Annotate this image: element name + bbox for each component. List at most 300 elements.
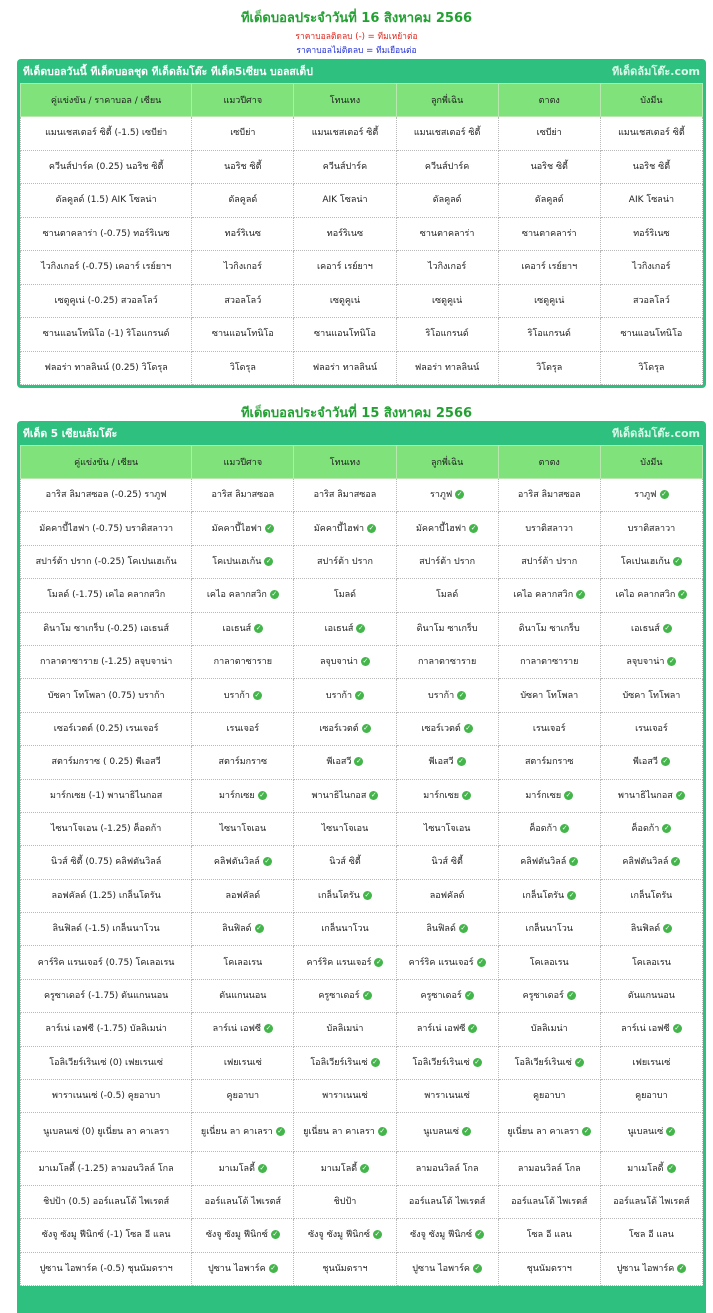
match-cell: อาริส ลิมาสซอล (-0.25) ราภูฟ (21, 479, 192, 512)
pick-label: เคไอ คลากสวิก (513, 590, 574, 601)
check-icon: ✓ (356, 690, 363, 699)
match-cell: สปาร์ต้า ปราก (-0.25) โคเปนเฮเก้น (21, 545, 192, 578)
pick-label: โคเปนเฮเก้น (620, 556, 670, 567)
pick-label: ปูซาน ไอพาร์ค (207, 1263, 266, 1274)
check-icon: ✓ (264, 857, 271, 866)
pick-cell (600, 284, 702, 318)
table-row (21, 712, 703, 745)
pick-cell (498, 579, 600, 612)
pick-cell (294, 746, 396, 779)
table-row (21, 579, 703, 612)
pick-label: คลิฟตันวิลล์ (520, 857, 567, 868)
pick-cell (498, 846, 600, 879)
pick-label: ปูซาน ไอพาร์ค (412, 1263, 470, 1274)
table-row (21, 779, 703, 812)
pick-label: คูยอาบา (532, 1091, 566, 1102)
brand-logo[interactable]: ทีเด็ดล้มโต๊ะ.com (612, 65, 700, 78)
pick-label: สปาร์ต้า ปราก (419, 556, 476, 567)
pick-label: ดินาโม ซาเกร็บ (518, 623, 580, 634)
pick-label: ทอร์ริเนซ (326, 228, 364, 239)
pick-label: สปาร์ต้า ปราก (317, 556, 373, 567)
check-icon: ✓ (474, 1263, 481, 1272)
check-icon: ✓ (374, 1230, 381, 1239)
day1-title: ทีเด็ดบอลประจำวันที่ 16 สิงหาคม 2566 (240, 11, 473, 26)
pick-label: นอริช ซิตี้ (530, 161, 568, 172)
pick-label: ซานแอนโทนิโอ (211, 329, 274, 340)
pick-cell (396, 1252, 498, 1285)
pick-cell (498, 512, 600, 545)
panel-header (20, 421, 703, 445)
match-cell: บัซคา โทโพลา (0.75) บราก้า (21, 679, 192, 712)
pick-cell (192, 217, 294, 251)
pick-cell (498, 612, 600, 645)
pick-label: ริโอแกรนด์ (425, 329, 469, 340)
pick-label: ลินฟิลด์ (630, 924, 661, 935)
pick-label: AIK โซลน่า (322, 195, 368, 206)
pick-cell (192, 351, 294, 385)
pick-label: โซล อี แลน (526, 1230, 572, 1241)
check-icon: ✓ (265, 1024, 272, 1033)
pick-label: มัคคาบี้ไฮฟา (416, 523, 467, 534)
match-cell: มัคคาบี้ไฮฟา (-0.75) บราติสลาวา (21, 512, 192, 545)
pick-label: ซังจู ซังมู ฟีนิกซ์ (205, 1230, 268, 1241)
pick-cell (498, 779, 600, 812)
pick-label: ซานตาคลาร่า (419, 228, 475, 239)
pick-label: โคเลอเรน (223, 957, 263, 968)
pick-label: โมลด์ (436, 590, 459, 601)
pick-label: เกล็นโตรัน (522, 890, 565, 901)
check-icon: ✓ (372, 1057, 379, 1066)
pick-label: ซานแอนโทนิโอ (620, 329, 683, 340)
pick-label: มาร์กเซย (423, 790, 459, 801)
match-cell: ชิปป้า (0.5) ออร์แลนโด้ ไพเรตส์ (21, 1185, 192, 1218)
pick-cell (396, 1185, 498, 1218)
table-row (21, 679, 703, 712)
pick-label: ลามอนวิลล์ โกล (517, 1163, 581, 1174)
pick-cell (294, 812, 396, 845)
check-icon: ✓ (265, 556, 272, 565)
match-cell: คาร์ริค แรนเจอร์ (0.75) โคเลอเรน (21, 946, 192, 979)
pick-cell (396, 979, 498, 1012)
pick-label: เกล็นนาโวน (525, 924, 573, 935)
check-icon: ✓ (254, 690, 261, 699)
pick-label: บราติสลาวา (627, 523, 676, 534)
pick-label: ไวกิงเกอร์ (223, 262, 262, 273)
tips-panel-day2 (17, 421, 706, 1313)
panel-title[interactable]: ทีเด็ด 5 เซียนล้มโต๊ะ (23, 427, 118, 440)
tips-table-day1 (20, 83, 703, 385)
pick-label: เซดูคูเน่ (534, 295, 565, 306)
pick-cell (192, 746, 294, 779)
pick-cell (192, 779, 294, 812)
check-icon: ✓ (674, 1024, 681, 1033)
table-row (21, 1252, 703, 1285)
pick-cell (294, 1046, 396, 1079)
pick-cell (192, 1185, 294, 1218)
pick-label: นิวส์ ซิตี้ (329, 857, 361, 868)
brand-logo[interactable]: ทีเด็ดล้มโต๊ะ.com (612, 427, 700, 440)
pick-label: ลจุบจาน่า (319, 657, 358, 668)
pick-label: อาริส ลิมาสซอล (517, 490, 581, 501)
pick-label: วิโดรุล (229, 362, 256, 373)
column-header-expert: แมวปีศาจ (192, 446, 294, 479)
pick-cell (600, 879, 702, 912)
table-row (21, 913, 703, 946)
pick-label: โคเลอเรน (529, 957, 569, 968)
pick-label: พีเอสวี (326, 757, 352, 768)
pick-cell (294, 479, 396, 512)
check-icon: ✓ (474, 1057, 481, 1066)
check-icon: ✓ (266, 523, 273, 532)
pick-cell (600, 545, 702, 578)
pick-label: AIK โซลน่า (628, 195, 675, 206)
check-icon: ✓ (256, 924, 262, 933)
column-header-match: คู่แข่งขัน / เซียน (21, 446, 192, 479)
pick-cell (192, 1046, 294, 1079)
pick-label: สตาร์มกราซ (218, 757, 268, 768)
pick-cell (192, 812, 294, 845)
match-cell: เซอร์เวตต์ (0.25) เรนเจอร์ (21, 712, 192, 745)
pick-label: พาราเนนเซ่ (322, 1091, 368, 1102)
table-row (21, 512, 703, 545)
pick-cell (294, 913, 396, 946)
legend-negative: ราคาบอลติดลบ (-) = ทีมเหย้าต่อ (295, 32, 418, 42)
table-row (21, 746, 703, 779)
pick-label: ลินฟิลด์ (426, 924, 456, 935)
pick-label: เคไอ คลากสวิก (206, 590, 267, 601)
pick-cell (498, 479, 600, 512)
table-row (21, 946, 703, 979)
pick-cell (600, 351, 702, 385)
pick-cell (498, 746, 600, 779)
pick-cell (396, 812, 498, 845)
pick-cell (396, 351, 498, 385)
pick-label: คาร์ริค แรนเจอร์ (306, 957, 372, 968)
check-icon: ✓ (277, 1127, 284, 1136)
pick-label: ปูซาน ไอพาร์ค (616, 1263, 675, 1274)
pick-label: ดันแกนนอน (219, 991, 267, 1002)
pick-label: ค็อดก้า (631, 824, 660, 835)
match-cell: ไซนาโจเอน (-1.25) ค็อดก้า (21, 812, 192, 845)
pick-cell (396, 1152, 498, 1185)
pick-label: ซังจู ซังมู ฟีนิกซ์ (307, 1230, 370, 1241)
pick-cell (600, 779, 702, 812)
table-row (21, 1080, 703, 1113)
pick-label: ควีนส์ปาร์ค (322, 161, 368, 172)
table-row (21, 979, 703, 1012)
column-header-expert: บังมีน (600, 84, 702, 117)
pick-label: ลาร์เน่ เอฟซี (416, 1024, 466, 1035)
pick-cell (192, 184, 294, 218)
pick-cell (498, 318, 600, 352)
pick-cell (294, 1152, 396, 1185)
pick-cell (396, 779, 498, 812)
check-icon: ✓ (460, 924, 467, 933)
tips-table-day2 (20, 445, 703, 1286)
check-icon: ✓ (662, 757, 669, 766)
pick-label: บราก้า (325, 690, 353, 701)
pick-cell (192, 512, 294, 545)
check-icon: ✓ (679, 590, 686, 599)
check-icon: ✓ (465, 723, 472, 732)
pick-label: ลินฟิลด์ (222, 924, 252, 935)
pick-label: คูยอาบา (226, 1091, 260, 1102)
pick-cell (294, 217, 396, 251)
pick-cell (498, 184, 600, 218)
pick-cell (192, 1080, 294, 1113)
table-row (21, 612, 703, 645)
pick-cell (396, 479, 498, 512)
pick-cell (192, 879, 294, 912)
pick-cell (498, 645, 600, 678)
pick-label: ครูซาเดอร์ (420, 991, 462, 1002)
check-icon: ✓ (667, 1127, 674, 1136)
check-icon: ✓ (456, 490, 463, 499)
check-icon: ✓ (476, 1230, 483, 1239)
pick-label: คูยอาบา (635, 1091, 668, 1102)
pick-cell (396, 645, 498, 678)
pick-cell (396, 712, 498, 745)
pick-cell (294, 1113, 396, 1152)
pick-label: ทอร์ริเนซ (224, 228, 261, 239)
pick-cell (192, 679, 294, 712)
check-icon: ✓ (568, 991, 575, 1000)
pick-label: นูเบลนเซ่ (627, 1127, 664, 1138)
check-icon: ✓ (379, 1127, 386, 1136)
pick-label: บัลลิเมน่า (326, 1024, 364, 1035)
pick-label: บราติสลาวา (525, 523, 574, 534)
pick-label: กาลาตาซาราย (213, 657, 272, 668)
pick-cell (600, 251, 702, 285)
check-icon: ✓ (255, 623, 262, 632)
pick-cell (600, 1252, 702, 1285)
column-header-expert: แมวปีศาจ (192, 84, 294, 117)
pick-cell (498, 1013, 600, 1046)
pick-label: มัคคาบี้ไฮฟา (313, 523, 365, 534)
pick-cell (396, 284, 498, 318)
check-icon: ✓ (361, 1163, 368, 1172)
pick-label: โอลิเวียร์เรินเซ่ (514, 1057, 572, 1068)
check-icon: ✓ (376, 957, 382, 966)
table-row (21, 150, 703, 184)
match-cell: โอลิเวียร์เรินเซ่ (0) เฟยเรนเซ่ (21, 1046, 192, 1079)
pick-label: พานาธิไนกอส (311, 790, 367, 801)
check-icon: ✓ (364, 991, 370, 1000)
pick-label: นิวส์ ซิตี้ (431, 857, 463, 868)
pick-cell (498, 545, 600, 578)
pick-label: ฟลอร่า ทาลลินน์ (312, 362, 378, 373)
match-cell: ลาร์เน่ เอฟซี (-1.75) บัลลิเมน่า (21, 1013, 192, 1046)
pick-cell (600, 1046, 702, 1079)
pick-label: มาเมโลดี้ (320, 1163, 358, 1174)
pick-cell (600, 913, 702, 946)
pick-cell (192, 479, 294, 512)
pick-cell (294, 1219, 396, 1252)
pick-label: ลามอนวิลล์ โกล (415, 1163, 479, 1174)
legend-positive: ราคาบอลไม่ติดลบ = ทีมเยือนต่อ (296, 46, 417, 56)
pick-label: บัซคา โทโพลา (520, 690, 579, 701)
check-icon: ✓ (583, 1127, 590, 1136)
tips-panel-day1 (17, 59, 706, 388)
pick-cell (600, 679, 702, 712)
pick-label: แมนเชสเตอร์ ซิตี้ (618, 128, 685, 139)
pick-label: ไซนาโจเอน (219, 824, 267, 835)
table-row (21, 645, 703, 678)
match-cell: ครูซาเดอร์ (-1.75) ดันแกนนอน (21, 979, 192, 1012)
table-row (21, 251, 703, 285)
table-row (21, 879, 703, 912)
pick-label: ครูซาเดอร์ (522, 991, 564, 1002)
pick-label: ดัลคูลด์ (228, 195, 258, 206)
pick-cell (396, 150, 498, 184)
pick-cell (498, 1152, 600, 1185)
pick-cell (396, 1013, 498, 1046)
check-icon: ✓ (672, 857, 679, 866)
match-cell: โมลด์ (-1.75) เคไอ คลากสวิก (21, 579, 192, 612)
pick-label: กาลาตาซาราย (417, 657, 477, 668)
pick-label: มาร์กเซย (525, 790, 562, 801)
pick-label: โมลด์ (333, 590, 357, 601)
pick-cell (294, 545, 396, 578)
check-icon: ✓ (570, 857, 577, 866)
pick-cell (192, 979, 294, 1012)
column-header-expert: โทนเทง (294, 446, 396, 479)
pick-cell (294, 512, 396, 545)
pick-cell (396, 318, 498, 352)
match-cell: ซานตาคลาร่า (-0.75) ทอร์ริเนซ (21, 217, 192, 251)
panel-title[interactable]: ทีเด็ดบอลวันนี้ ทีเด็ดบอลชุด ทีเด็ดล้มโต๊ะ ทีเด็ด5เซียน บอลสเต็ป (23, 65, 313, 78)
check-icon: ✓ (271, 590, 278, 599)
pick-label: ดัลคูลด์ (432, 195, 462, 206)
pick-cell (294, 579, 396, 612)
check-icon: ✓ (568, 890, 575, 899)
pick-cell (498, 117, 600, 151)
pick-label: พีเอสวี (428, 757, 454, 768)
pick-label: ไวกิงเกอร์ (632, 262, 671, 273)
check-icon: ✓ (565, 790, 572, 799)
pick-label: ชุนนัมดราฯ (526, 1263, 572, 1274)
pick-cell (294, 184, 396, 218)
pick-cell (294, 284, 396, 318)
pick-label: ลาร์เน่ เอฟซี (212, 1024, 262, 1035)
pick-label: เกล็นโตรัน (318, 890, 360, 901)
check-icon: ✓ (463, 790, 470, 799)
pick-cell (600, 1080, 702, 1113)
pick-cell (396, 1219, 498, 1252)
pick-label: ไซนาโจเอน (423, 824, 471, 835)
pick-cell (498, 979, 600, 1012)
pick-label: สวอลโลว์ (224, 295, 262, 306)
pick-cell (396, 1080, 498, 1113)
pick-cell (294, 1080, 396, 1113)
pick-label: อาริส ลิมาสซอล (211, 490, 275, 501)
match-cell: ดัลคูลด์ (1.5) AIK โซลน่า (21, 184, 192, 218)
check-icon: ✓ (259, 1163, 266, 1172)
pick-cell (192, 1152, 294, 1185)
table-row (21, 846, 703, 879)
pick-cell (600, 1219, 702, 1252)
pick-label: มัคคาบี้ไฮฟา (211, 523, 262, 534)
table-row (21, 1013, 703, 1046)
pick-cell (294, 712, 396, 745)
check-icon: ✓ (668, 1163, 674, 1172)
pick-label: โคเลอเรน (631, 957, 671, 968)
pick-cell (192, 117, 294, 151)
pick-cell (498, 1252, 600, 1285)
pick-label: ออร์แลนโด้ ไพเรตส์ (613, 1197, 690, 1207)
pick-label: พีเอสวี (632, 757, 658, 768)
pick-cell (192, 284, 294, 318)
pick-label: ดินาโม ซาเกร็บ (416, 623, 478, 634)
pick-label: ควีนส์ปาร์ค (424, 161, 470, 172)
check-icon: ✓ (272, 1230, 279, 1239)
pick-label: พานาธิไนกอส (618, 790, 673, 801)
pick-cell (600, 1152, 702, 1185)
pick-label: บราก้า (428, 690, 455, 701)
pick-cell (396, 117, 498, 151)
pick-cell (294, 1252, 396, 1285)
pick-label: มาเมโลดี้ (218, 1163, 255, 1174)
match-cell: ซานแอนโทนิโอ (-1) ริโอแกรนด์ (21, 318, 192, 352)
pick-label: เอเธนส์ (324, 623, 354, 634)
pick-cell (600, 184, 702, 218)
pick-cell (600, 117, 702, 151)
check-icon: ✓ (363, 723, 370, 732)
pick-cell (600, 645, 702, 678)
table-row (21, 284, 703, 318)
check-icon: ✓ (678, 1263, 685, 1272)
match-cell: แมนเชสเตอร์ ซิตี้ (-1.5) เซบีย่า (21, 117, 192, 151)
column-header-expert: บังมีน (600, 446, 702, 479)
pick-label: เกล็นโตรัน (630, 890, 673, 901)
pick-cell (498, 1185, 600, 1218)
pick-label: บัลลิเมน่า (530, 1024, 568, 1035)
pick-label: เคอาร์ เรย์ยาฯ (521, 262, 578, 273)
pick-cell (294, 117, 396, 151)
pick-label: เซดูคูเน่ (431, 295, 463, 306)
match-cell: ฟลอร่า ทาลลินน์ (0.25) วิโดรุล (21, 351, 192, 385)
pick-cell (192, 846, 294, 879)
pick-cell (396, 512, 498, 545)
column-header-expert: ตาตง (498, 446, 600, 479)
match-cell: เซดูคูเน่ (-0.25) สวอลโลว์ (21, 284, 192, 318)
pick-label: เซอร์เวตต์ (421, 723, 461, 734)
pick-cell (294, 879, 396, 912)
pick-label: กาลาตาซาราย (520, 657, 579, 668)
pick-cell (294, 251, 396, 285)
pick-cell (600, 946, 702, 979)
match-cell: ไวกิงเกอร์ (-0.75) เคอาร์ เรย์ยาฯ (21, 251, 192, 285)
pick-label: เซอร์เวตต์ (319, 723, 359, 734)
check-icon: ✓ (664, 623, 671, 632)
pick-label: สวอลโลว์ (632, 295, 670, 306)
pick-label: มาร์กเซย (218, 790, 255, 801)
pick-cell (498, 251, 600, 285)
table-row (21, 479, 703, 512)
pick-cell (498, 812, 600, 845)
check-icon: ✓ (478, 957, 485, 966)
check-icon: ✓ (270, 1263, 277, 1272)
match-cell: สตาร์มกราซ ( 0.25) พีเอสวี (21, 746, 192, 779)
pick-cell (396, 679, 498, 712)
pick-label: ราภูฟ (634, 490, 657, 501)
pick-cell (600, 512, 702, 545)
pick-cell (294, 979, 396, 1012)
pick-cell (498, 284, 600, 318)
check-icon: ✓ (561, 824, 568, 833)
pick-cell (600, 150, 702, 184)
pick-cell (396, 612, 498, 645)
